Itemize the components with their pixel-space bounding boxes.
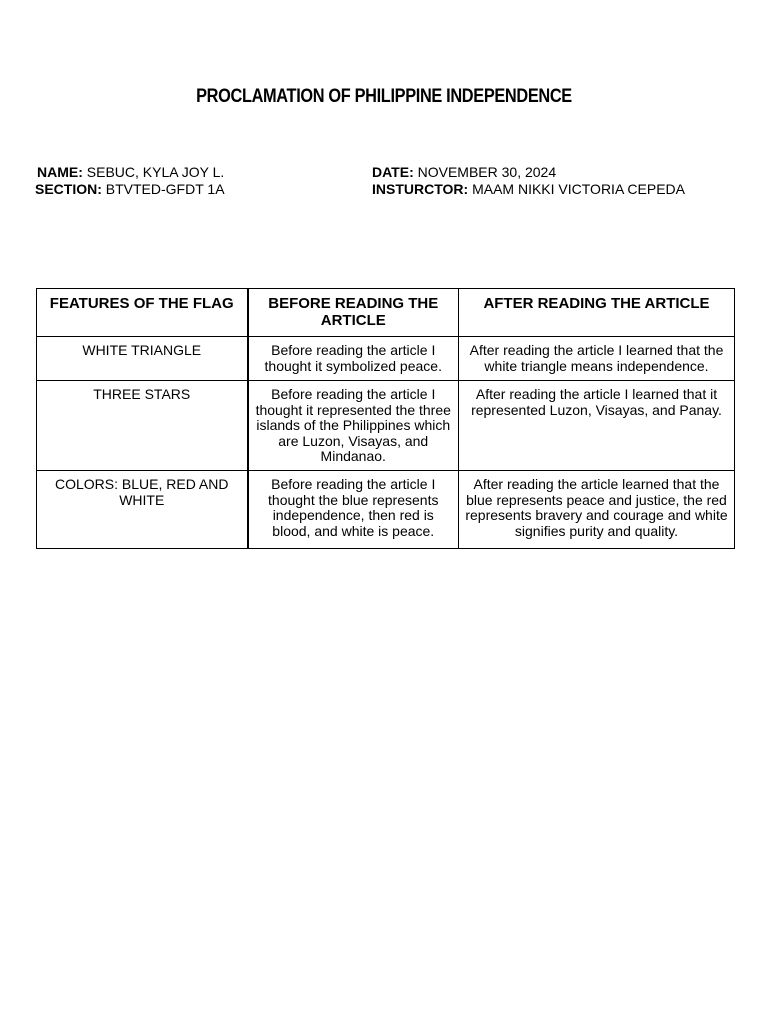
table-row (37, 337, 735, 381)
instructor-label: INSTURCTOR: (372, 181, 469, 197)
feature-cell: THREE STARS (37, 381, 248, 471)
feature-cell: COLORS: BLUE, RED AND WHITE (37, 471, 248, 549)
table-header-row (37, 289, 735, 337)
header-features: FEATURES OF THE FLAG (37, 289, 248, 337)
after-cell: After reading the article I learned that it represented Luzon, Visayas, and Panay. (459, 381, 735, 471)
feature-cell: WHITE TRIANGLE (37, 337, 248, 381)
before-cell: Before reading the article I thought it represented the three islands of the Philippines which are Luzon, Visayas, and Mindanao. (248, 381, 459, 471)
section-line (35, 181, 225, 198)
section-value: BTVTED-GFDT 1A (101, 181, 225, 197)
table-row (37, 381, 735, 471)
table-row (37, 471, 735, 549)
header-after: AFTER READING THE ARTICLE (459, 289, 735, 337)
after-cell: After reading the article learned that the blue represents peace and justice, the red represents bravery and courage and white signifies purity and quality. (459, 471, 735, 549)
name-line (35, 164, 225, 181)
before-cell: Before reading the article I thought the blue represents independence, then red is blood, and white is peace. (248, 471, 459, 549)
after-cell: After reading the article I learned that the white triangle means independence. (459, 337, 735, 381)
date-value: NOVEMBER 30, 2024 (413, 164, 557, 180)
instructor-line (372, 181, 685, 198)
document-title: PROCLAMATION OF PHILIPPINE INDEPENDENCE (196, 86, 572, 107)
header-before: BEFORE READING THE ARTICLE (248, 289, 459, 337)
flag-features-table (36, 288, 735, 549)
name-label: NAME: (37, 164, 83, 180)
name-value: SEBUC, KYLA JOY L. (82, 164, 225, 180)
class-info (372, 164, 685, 198)
section-label: SECTION: (35, 181, 102, 197)
date-label: DATE: (372, 164, 414, 180)
date-line (372, 164, 685, 181)
student-info (35, 164, 225, 198)
before-cell: Before reading the article I thought it symbolized peace. (248, 337, 459, 381)
instructor-value: MAAM NIKKI VICTORIA CEPEDA (468, 181, 685, 197)
